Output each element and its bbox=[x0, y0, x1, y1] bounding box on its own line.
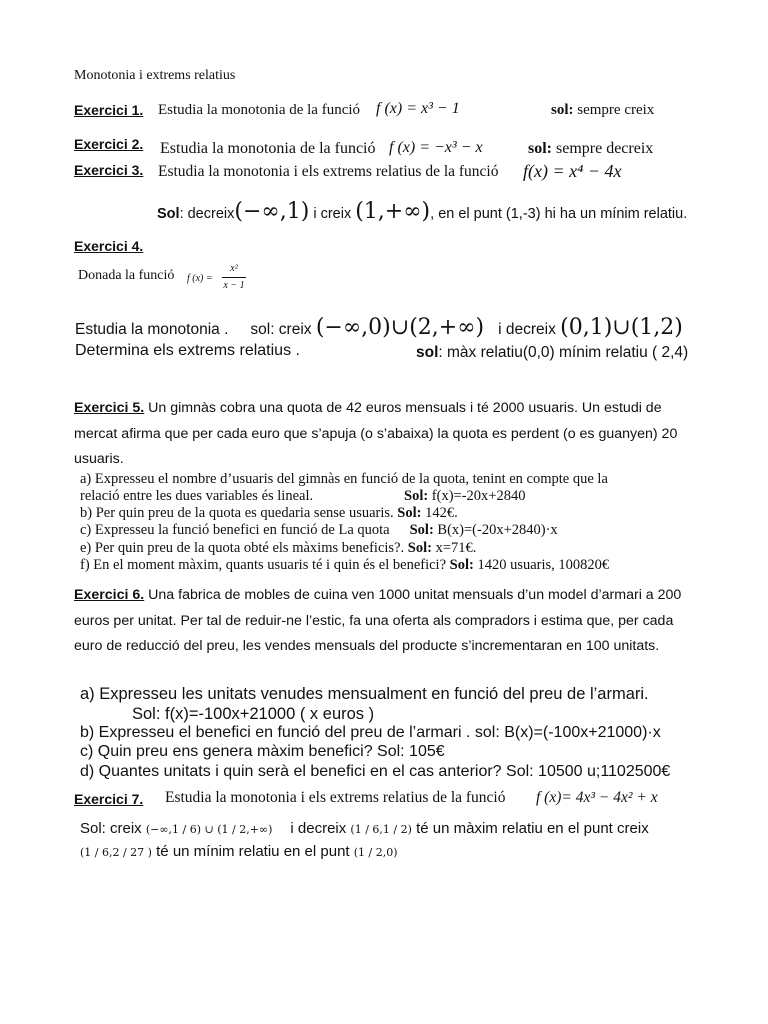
exercise-3-label: Exercici 3. bbox=[74, 162, 144, 178]
solution-label: Sol: bbox=[449, 557, 474, 573]
solution-text: i creix bbox=[309, 206, 356, 222]
exercise-6-item-d: d) Quantes unitats i quin serà el benefici en el cas anterior? Sol: 10500 u;1102500€ bbox=[80, 763, 671, 780]
solution-label: Sol bbox=[157, 206, 180, 222]
fraction-bar bbox=[222, 277, 246, 278]
exercise-4-line-1 bbox=[75, 315, 683, 340]
exercise-4-formula-lhs: f (x) = bbox=[187, 273, 213, 284]
page-title: Monotonia i extrems relatius bbox=[74, 68, 236, 83]
increasing-interval: (−∞,0)∪(2,+∞) bbox=[315, 315, 485, 340]
exercise-5-item-e bbox=[80, 540, 476, 557]
question-text: c) Expresseu la funció benefici en funció de La quota bbox=[80, 522, 390, 538]
solution-label: Sol: bbox=[404, 488, 429, 504]
exercise-5-item-c bbox=[80, 522, 558, 539]
solution-text: : màx relatiu(0,0) mínim relatiu ( 2,4) bbox=[438, 344, 689, 361]
decreasing-interval: (−∞,1) bbox=[234, 199, 310, 224]
exercise-7-solution-line-2 bbox=[80, 843, 398, 860]
exercise-6-item-a: a) Expresseu les unitats venudes mensualment en funció del preu de l’armari. bbox=[80, 685, 649, 703]
solution-text: , en el punt (1,-3) hi ha un mínim relatiu. bbox=[430, 206, 688, 222]
exercise-5-item-a-solution bbox=[404, 488, 525, 505]
solution-text: x=71€. bbox=[431, 540, 477, 556]
exercise-5-item-a-line-1: a) Expresseu el nombre d’usuaris del gimnàs en funció de la quota, tenint en compte que la bbox=[80, 471, 608, 487]
exercise-2-text: Estudia la monotonia de la funció bbox=[160, 140, 376, 157]
exercise-3-formula: f(x) = x⁴ − 4x bbox=[523, 161, 622, 181]
solution-text: : decreix bbox=[179, 206, 235, 222]
exercise-2-formula: f (x) = −x³ − x bbox=[389, 139, 483, 156]
exercise-3-text: Estudia la monotonia i els extrems relatius de la funció bbox=[158, 163, 499, 180]
solution-label: sol: bbox=[528, 140, 552, 157]
exercise-1-formula: f (x) = x³ − 1 bbox=[376, 100, 460, 117]
exercise-5-label: Exercici 5. bbox=[74, 400, 145, 416]
solution-text: f(x)=-20x+2840 bbox=[428, 488, 526, 504]
exercise-6-item-a-solution: Sol: f(x)=-100x+21000 ( x euros ) bbox=[132, 705, 375, 723]
solution-label: sol: bbox=[551, 102, 574, 118]
solution-label: Sol: bbox=[407, 540, 432, 556]
question-text: e) Per quin preu de la quota obté els màxims beneficis?. bbox=[80, 540, 405, 556]
exercise-7-formula: f (x)= 4x³ − 4x² + x bbox=[536, 789, 658, 806]
exercise-4-label: Exercici 4. bbox=[74, 238, 144, 254]
exercise-2-label: Exercici 2. bbox=[74, 136, 144, 152]
minimum-point: (1 / 2,0) bbox=[353, 846, 398, 859]
exercise-1-text: Estudia la monotonia de la funció bbox=[158, 102, 361, 118]
solution-label: Sol: bbox=[397, 505, 422, 521]
fraction-denominator: x − 1 bbox=[223, 280, 245, 291]
exercise-1-label: Exercici 1. bbox=[74, 102, 144, 118]
exercise-4-intro: Donada la funció bbox=[78, 268, 175, 283]
question-text: f) En el moment màxim, quants usuaris té i quin és el benefici? bbox=[80, 557, 447, 573]
exercise-6-label: Exercici 6. bbox=[74, 587, 145, 603]
question-text: b) Per quin preu de la quota es quedaria sense usuaris. bbox=[80, 505, 394, 521]
increasing-interval: (−∞,1 / 6) ∪ (1 / 2,+∞) bbox=[145, 823, 273, 836]
exercise-7-solution-line-1 bbox=[80, 820, 649, 837]
solution-text: sol: creix bbox=[250, 321, 312, 338]
exercise-4-line-2-question: Determina els extrems relatius . bbox=[75, 342, 300, 359]
exercise-7-text: Estudia la monotonia i els extrems relatius de la funció bbox=[165, 789, 506, 806]
exercise-7-label: Exercici 7. bbox=[74, 791, 144, 807]
solution-text: Sol: creix bbox=[80, 820, 142, 837]
decreasing-interval: (0,1)∪(1,2) bbox=[560, 315, 683, 340]
solution-text: 1420 usuaris, 100820€ bbox=[473, 557, 610, 573]
decreasing-interval: (1 / 6,1 / 2) bbox=[350, 823, 412, 836]
solution-text: B(x)=(-20x+2840)·x bbox=[433, 522, 558, 538]
solution-text: 142€. bbox=[421, 505, 458, 521]
maximum-point: (1 / 6,2 / 27 ) bbox=[80, 846, 152, 859]
solution-text: sempre decreix bbox=[556, 140, 654, 157]
increasing-interval: (1,+∞) bbox=[355, 199, 431, 224]
exercise-1-solution bbox=[551, 102, 654, 119]
exercise-6-item-c: c) Quin preu ens genera màxim benefici? Sol: 105€ bbox=[80, 743, 445, 760]
question-text: Estudia la monotonia . bbox=[75, 321, 229, 338]
solution-text: té un màxim relatiu en el punt creix bbox=[416, 820, 649, 837]
exercise-6-intro bbox=[74, 583, 696, 660]
fraction-numerator: x² bbox=[230, 263, 238, 274]
solution-text: té un mínim relatiu en el punt bbox=[156, 843, 350, 860]
solution-text: i decreix bbox=[290, 820, 347, 837]
exercise-4-line-2-solution bbox=[416, 344, 688, 362]
solution-text: i decreix bbox=[498, 321, 556, 338]
exercise-6-item-b: b) Expresseu el benefici en funció del preu de l’armari . sol: B(x)=(-100x+21000)·x bbox=[80, 724, 661, 741]
exercise-5-intro bbox=[74, 396, 696, 473]
exercise-2-solution bbox=[528, 140, 653, 158]
exercise-5-item-f bbox=[80, 557, 609, 574]
exercise-6-statement: Una fabrica de mobles de cuina ven 1000 unitat mensuals d’un model d’armari a 200 euros per unitat. Per tal de reduir-ne l’estic, fa una oferta als compradors i estima que, per cada euro de reducció del preu, les vendes mensuals del producte s’incrementaran en 100 unitats. bbox=[74, 587, 682, 654]
solution-text: sempre creix bbox=[577, 102, 655, 118]
solution-label: sol bbox=[416, 344, 439, 361]
exercise-5-statement: Un gimnàs cobra una quota de 42 euros mensuals i té 2000 usuaris. Un estudi de mercat afirma que per cada euro que s’apuja (o s’abaixa) la quota es perdent (o es guanyen) 20 usuaris. bbox=[74, 400, 678, 467]
solution-label: Sol: bbox=[409, 522, 434, 538]
exercise-5-item-a-line-2: relació entre les dues variables és lineal. bbox=[80, 488, 314, 504]
exercise-3-solution bbox=[157, 199, 687, 224]
exercise-5-item-b bbox=[80, 505, 458, 522]
